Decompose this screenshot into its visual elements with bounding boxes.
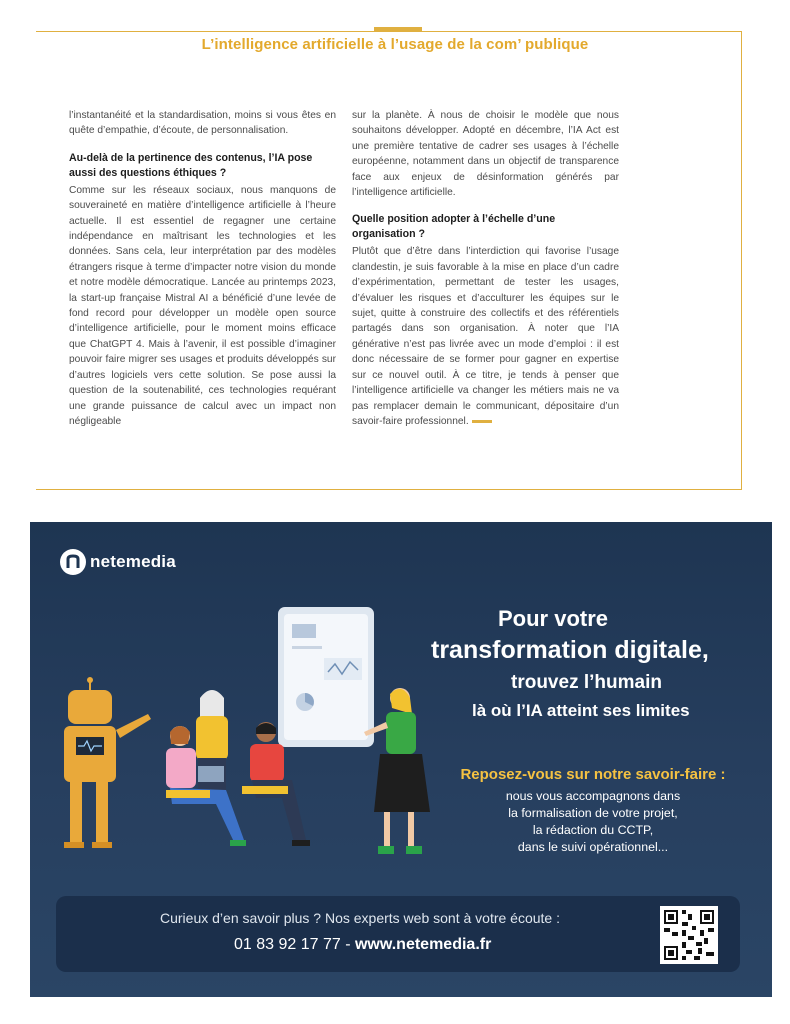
- ad-services: [428, 766, 758, 856]
- section-heading: Au-delà de la pertinence des contenus, l’IA pose aussi des questions éthiques ?: [69, 151, 313, 179]
- contact-line: [234, 936, 491, 954]
- paragraph: [352, 244, 619, 429]
- website-link[interactable]: www.netemedia.fr: [354, 936, 492, 953]
- tagline: Reposez-vous sur notre savoir-faire :: [460, 766, 726, 783]
- paragraph: sur la planète. À nous de choisir le modèle que nous souhaitons développer. Adopté en décembre, l’IA Act est une première tentative de cadrer ses usages à l’échelle européenne, notamment dans un objectif de transparence face aux enjeux de désinformation générés par l’intelligence artificielle.: [352, 110, 619, 199]
- paragraph: l’instantanéité et la standardisation, moins si vous êtes en quête d’empathie, d’écoute, de personnalisation.: [69, 110, 336, 137]
- headline-line: là où l’IA atteint ses limites: [472, 701, 690, 720]
- qr-code-icon[interactable]: [660, 906, 718, 964]
- service-line: dans le suivi opérationnel...: [517, 840, 669, 854]
- page-title: L’intelligence artificielle à l’usage de la com’ publique: [201, 36, 589, 53]
- headline-line: transformation digitale,: [431, 636, 709, 664]
- headline-line: trouvez l’humain: [511, 672, 662, 693]
- paragraph-text: Plutôt que d’être dans l’interdiction qui favorise l’usage clandestin, je suis favorable à la mise en place d’un cadre d’expérimentation, permettant de tester les usages, d’évaluer les risques et d’acculturer les équipes sur le sujet, quitte à construire des collectifs et des référentiels partagés dans son organisation. À noter que l’IA générative n’est pas livrée avec un mode d’emploi : il est donc nécessaire de se former pour gagner en expertise sur ce nouvel outil. À ce titre, je tends à penser que l’intelligence artificielle va changer les métiers mais ne va pas remplacer demain le communicant, dépositaire d’un savoir-faire professionnel.: [352, 246, 619, 427]
- end-mark: [472, 420, 492, 423]
- separator: -: [340, 936, 355, 953]
- service-line: la formalisation de votre projet,: [508, 806, 678, 820]
- netemedia-logo-icon: [60, 549, 86, 575]
- service-line: la rédaction du CCTP,: [532, 823, 654, 837]
- brand-logo[interactable]: [60, 549, 176, 575]
- article-column-right: [352, 108, 619, 429]
- paragraph: Comme sur les réseaux sociaux, nous manquons de souveraineté en matière d’intelligence artificielle à l’heure actuelle. Il est essentiel de regagner une certaine indépendance en maîtrisant les technologies et les données. Sans cela, leur interprétation par des modèles étrangers risque à terme d’impacter notre vision du monde et notre modèle démocratique. Lancée au printemps 2023, la start-up française Mistral AI a bénéficié d’une levée de fond record pour développer un modèle open source d’intelligence artificielle, pour le moment moins efficace que ChatGPT 4. Mais à l’avenir, il est possible d’imaginer pouvoir faire migrer ses usages et produits développés sur d’autres logiciels vers cette solution. Se pose aussi la question de la soutenabilité, ces technologies requérant une grande puissance de calcul avec un impact non négligeable: [69, 184, 336, 427]
- tablet-illustration: [278, 607, 374, 747]
- advertisement[interactable]: [30, 522, 772, 997]
- phone-number[interactable]: 01 83 92 17 77: [234, 936, 341, 953]
- article-column-left: [69, 108, 336, 429]
- contact-bar: [56, 896, 740, 972]
- robot-illustration: [64, 677, 151, 848]
- section-heading: Quelle position adopter à l’échelle d’une organisation ?: [352, 213, 556, 241]
- contact-prompt: Curieux d’en savoir plus ? Nos experts web sont à votre écoute :: [160, 910, 560, 926]
- brand-name: netemedia: [90, 552, 176, 571]
- service-line: nous vous accompagnons dans: [505, 789, 681, 803]
- headline-line: Pour votre: [498, 606, 609, 631]
